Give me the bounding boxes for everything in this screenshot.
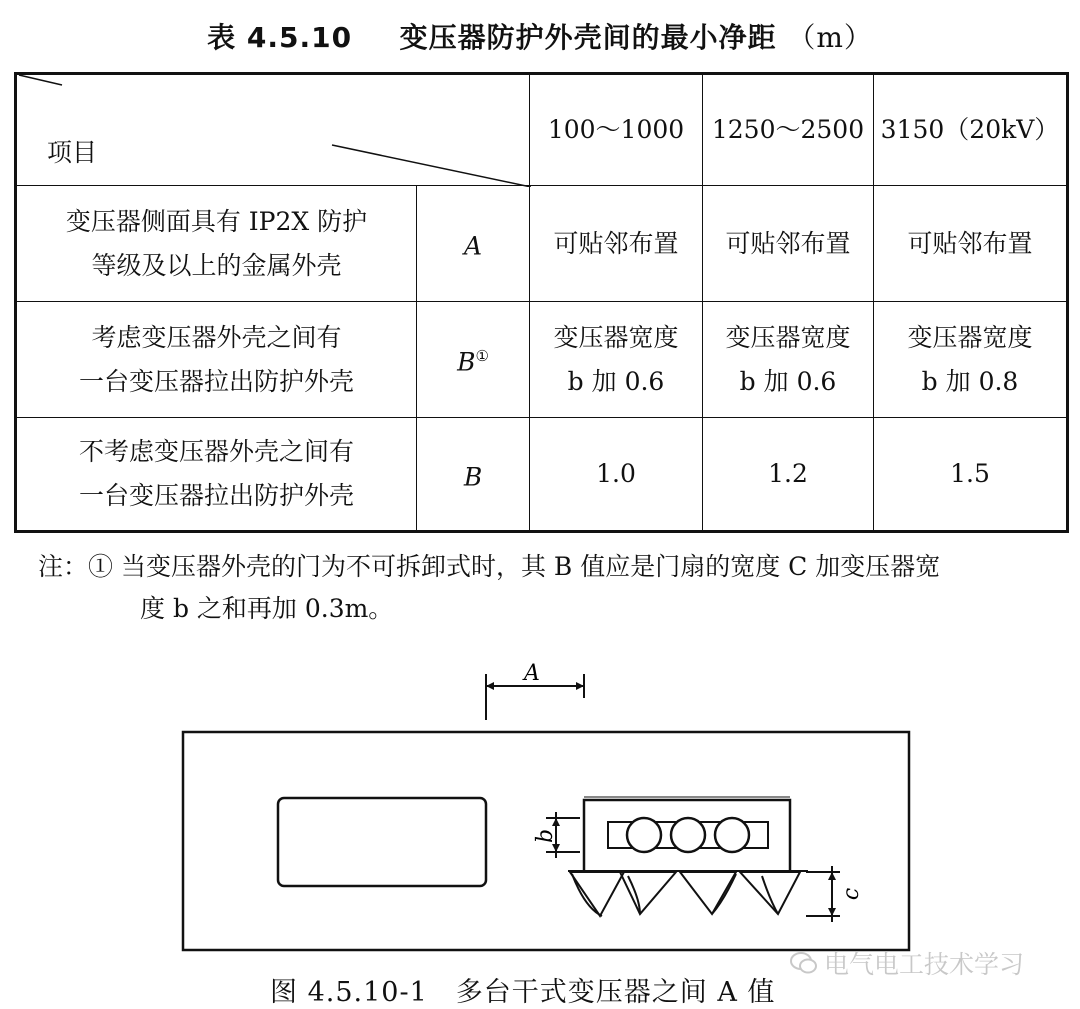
value-line: b 加 0.6 [739,366,837,396]
value-cell [530,186,703,302]
dim-label-c: c [839,887,864,901]
value-line: 1.5 [950,459,990,488]
header-col-2: 1250～2500 [703,74,874,186]
value-cell [874,418,1068,532]
table-row [16,186,1068,302]
value-cell [703,302,874,418]
dimension-b [533,812,580,858]
table-row [16,302,1068,418]
desc-line: 一台变压器拉出防护外壳 [78,366,354,396]
desc-line: 等级及以上的金属外壳 [91,250,342,280]
row-description [16,302,417,418]
value-line: 可贴邻布置 [553,228,679,258]
watermark-text: 电气电工技术学习 [824,950,1025,979]
value-cell [874,302,1068,418]
figure-caption: 图 4.5.10-1 多台干式变压器之间 A 值 [270,977,776,1008]
value-line: 1.0 [596,459,636,488]
table-title [0,16,1080,56]
value-line: b 加 0.8 [921,366,1019,396]
value-cell [703,186,874,302]
value-cell [703,418,874,532]
symbol-text: B [457,347,476,377]
dim-label-b: b [533,828,558,844]
dimension-a [486,661,584,720]
table-row [16,418,1068,532]
value-line: 可贴邻布置 [907,228,1033,258]
header-item-cell [16,74,530,186]
header-col-3: 3150（20kV） [874,74,1068,186]
header-col-1: 100～1000 [530,74,703,186]
value-line: 变压器宽度 [907,322,1033,352]
row-description [16,186,417,302]
note-line-1: 注：① 当变压器外壳的门为不可拆卸式时，其 B 值应是门扇的宽度 C 加变压器宽 [38,552,941,581]
value-cell [530,418,703,532]
dimension-c [806,866,864,922]
desc-line: 变压器侧面具有 IP2X 防护 [65,206,368,236]
value-line: 变压器宽度 [553,322,679,352]
table-title-text: 变压器防护外壳间的最小净距 [399,21,777,54]
desc-line: 一台变压器拉出防护外壳 [78,481,354,510]
value-line: 变压器宽度 [725,322,851,352]
wechat-icon [790,951,818,975]
clearance-table [14,72,1069,533]
value-cell [874,186,1068,302]
table-header-row [16,74,1068,186]
value-line: 1.2 [768,459,808,488]
desc-line: 不考虑变压器外壳之间有 [78,437,354,466]
watermark [790,945,1024,981]
desc-line: 考虑变压器外壳之间有 [91,322,342,352]
row-description [16,418,417,532]
value-cell [530,302,703,418]
table-note [38,546,1078,630]
value-line: b 加 0.6 [567,366,665,396]
symbol-text: A [463,231,483,261]
enclosure-doors [568,871,808,916]
table-unit: （m） [787,21,873,54]
table-number: 表 4.5.10 [207,21,353,54]
row-symbol [417,418,530,532]
note-line-2: 度 b 之和再加 0.3m。 [140,594,394,623]
symbol-text: B [463,462,483,492]
row-symbol [417,302,530,418]
symbol-sup: ① [475,347,489,366]
row-symbol [417,186,530,302]
transformer-enclosure-right [584,797,790,872]
transformer-enclosure-left [278,798,486,886]
dim-label-a: A [524,661,540,686]
header-item-label: 项目 [47,138,98,167]
value-line: 可贴邻布置 [725,228,851,258]
transformer-layout-diagram [0,650,1080,970]
